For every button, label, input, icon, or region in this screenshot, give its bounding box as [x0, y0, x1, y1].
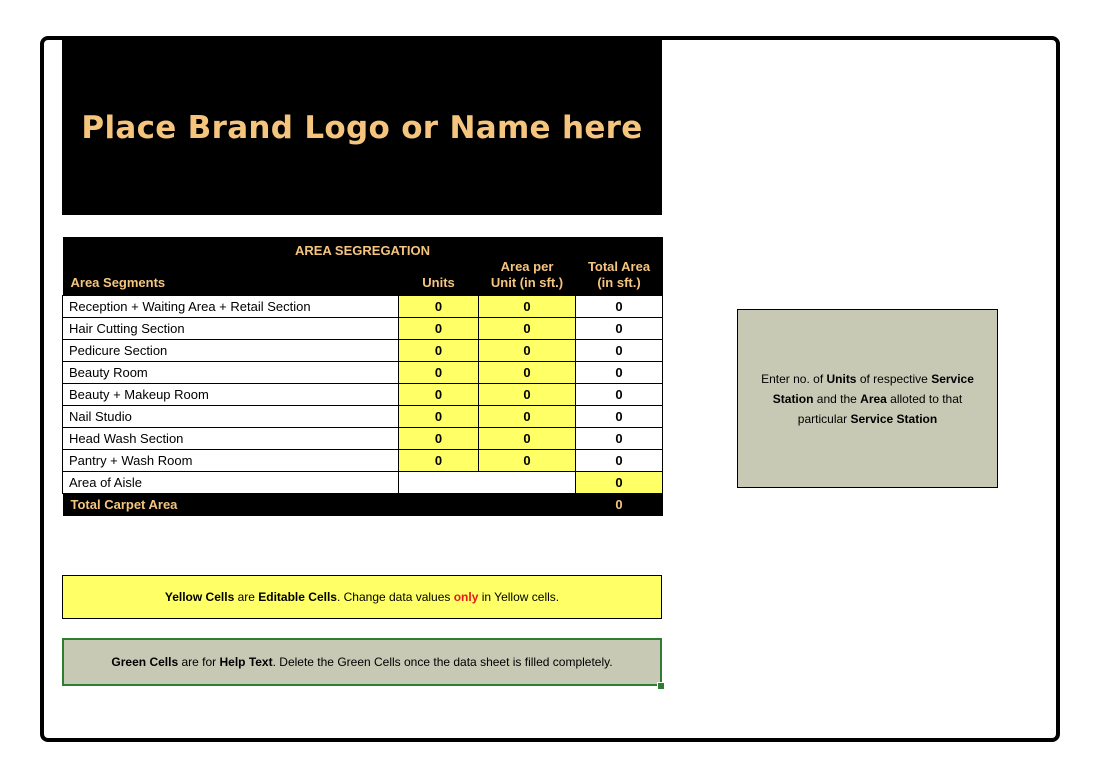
header-total-area-line1: Total Area — [587, 259, 651, 274]
total-area-cell[interactable]: 0 — [576, 340, 663, 362]
note-bold: Editable Cells — [258, 590, 337, 604]
editable-cells-note-text — [165, 590, 559, 604]
total-empty-cell[interactable] — [399, 494, 479, 516]
help-text-part: alloted to that particular — [797, 391, 963, 426]
note-part: are — [234, 590, 259, 604]
editable-cells-note[interactable] — [62, 575, 662, 619]
header-total-area-line2: (in sft.) — [597, 275, 641, 290]
units-cell[interactable]: 0 — [399, 450, 479, 472]
header-total-area — [576, 259, 663, 296]
table-row — [63, 296, 663, 318]
area-per-unit-cell[interactable]: 0 — [479, 384, 576, 406]
units-cell[interactable]: 0 — [399, 384, 479, 406]
segment-label[interactable]: Pantry + Wash Room — [63, 450, 399, 472]
total-area-cell[interactable]: 0 — [576, 428, 663, 450]
segment-label[interactable]: Reception + Waiting Area + Retail Section — [63, 296, 399, 318]
header-units: Units — [399, 259, 479, 296]
header-area-per-unit-line1: Area per — [500, 259, 554, 274]
segment-label[interactable]: Beauty + Makeup Room — [63, 384, 399, 406]
help-text-part: Enter no. of — [761, 371, 827, 386]
help-cells-note[interactable] — [62, 638, 662, 686]
units-cell[interactable]: 0 — [399, 318, 479, 340]
segment-label[interactable]: Head Wash Section — [63, 428, 399, 450]
segment-label[interactable]: Nail Studio — [63, 406, 399, 428]
total-empty-cell[interactable] — [479, 494, 576, 516]
help-text-bold: Units — [826, 371, 857, 386]
table-row — [63, 318, 663, 340]
table-title: AREA SEGREGATION — [63, 237, 663, 259]
table-row — [63, 384, 663, 406]
table-header-row — [63, 259, 663, 296]
note-bold: Help Text — [219, 655, 273, 669]
table-row — [63, 450, 663, 472]
total-carpet-area-value[interactable]: 0 — [576, 494, 663, 516]
table-row — [63, 340, 663, 362]
area-per-unit-cell[interactable]: 0 — [479, 318, 576, 340]
segment-label[interactable]: Hair Cutting Section — [63, 318, 399, 340]
area-per-unit-cell[interactable]: 0 — [479, 406, 576, 428]
help-text-part: and the — [813, 391, 861, 406]
units-cell[interactable]: 0 — [399, 296, 479, 318]
help-text-bold: Service Station — [772, 371, 974, 406]
total-area-cell[interactable]: 0 — [576, 318, 663, 340]
units-cell[interactable]: 0 — [399, 362, 479, 384]
units-cell[interactable]: 0 — [399, 406, 479, 428]
segment-label[interactable]: Beauty Room — [63, 362, 399, 384]
aisle-label[interactable]: Area of Aisle — [63, 472, 399, 494]
help-text-bold: Service Station — [850, 411, 938, 426]
help-text — [756, 369, 979, 429]
note-bold: Green Cells — [111, 655, 179, 669]
area-per-unit-cell[interactable]: 0 — [479, 362, 576, 384]
note-part: . Change data values — [336, 590, 454, 604]
header-area-per-unit — [479, 259, 576, 296]
table-row — [63, 362, 663, 384]
note-part: in Yellow cells. — [478, 590, 560, 604]
aisle-empty-cell[interactable] — [399, 472, 576, 494]
help-text-box[interactable] — [737, 309, 998, 488]
total-area-cell[interactable]: 0 — [576, 362, 663, 384]
note-part: are for — [178, 655, 220, 669]
table-row — [63, 406, 663, 428]
brand-logo-text: Place Brand Logo or Name here — [81, 109, 643, 146]
header-area-segments: Area Segments — [63, 259, 399, 296]
segment-label[interactable]: Pedicure Section — [63, 340, 399, 362]
note-red-emphasis: only — [453, 590, 479, 604]
total-carpet-area-label[interactable]: Total Carpet Area — [63, 494, 399, 516]
total-carpet-area-row — [63, 494, 663, 516]
units-cell[interactable]: 0 — [399, 428, 479, 450]
units-cell[interactable]: 0 — [399, 340, 479, 362]
help-text-part: of respective — [856, 371, 932, 386]
brand-logo-placeholder[interactable] — [62, 40, 662, 215]
area-per-unit-cell[interactable]: 0 — [479, 340, 576, 362]
aisle-total-cell[interactable]: 0 — [576, 472, 663, 494]
aisle-row — [63, 472, 663, 494]
total-area-cell[interactable]: 0 — [576, 296, 663, 318]
note-bold: Yellow Cells — [164, 590, 235, 604]
total-area-cell[interactable]: 0 — [576, 384, 663, 406]
area-per-unit-cell[interactable]: 0 — [479, 296, 576, 318]
selection-fill-handle[interactable] — [657, 682, 665, 690]
table-row — [63, 428, 663, 450]
table-title-row — [63, 237, 663, 259]
note-part: . Delete the Green Cells once the data sheet is filled completely. — [272, 655, 613, 669]
help-cells-note-text — [111, 653, 612, 671]
total-area-cell[interactable]: 0 — [576, 406, 663, 428]
header-area-per-unit-line2: Unit (in sft.) — [490, 275, 564, 290]
area-per-unit-cell[interactable]: 0 — [479, 450, 576, 472]
total-area-cell[interactable]: 0 — [576, 450, 663, 472]
area-segregation-table — [62, 237, 663, 516]
area-per-unit-cell[interactable]: 0 — [479, 428, 576, 450]
help-text-bold: Area — [860, 391, 887, 406]
